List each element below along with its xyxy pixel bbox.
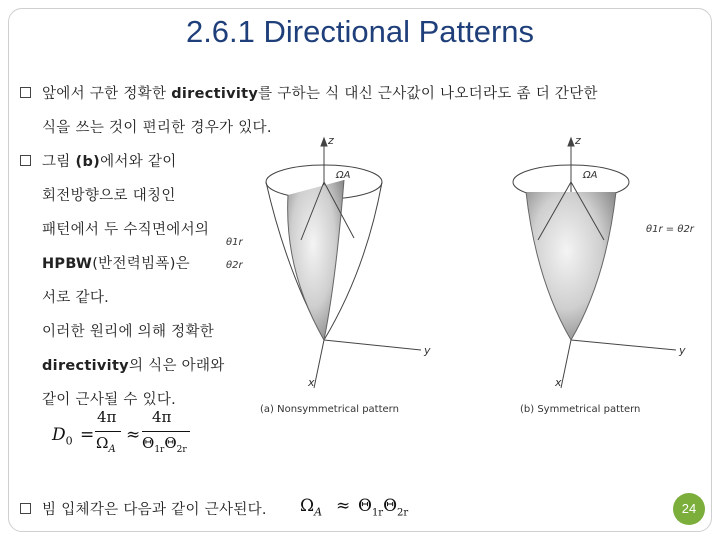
pattern-figure (226, 120, 710, 420)
caption-a: (a) Nonsymmetrical pattern (260, 404, 399, 415)
bullet-2-line-7: directivity의 식은 아래와 (42, 358, 225, 374)
figure-label-theta2: θ2r (226, 260, 243, 271)
svg-text:ΩA: ΩA (583, 170, 598, 181)
bullet-1-line-2: 식을 쓰는 것이 편리한 경우가 있다. (42, 120, 272, 136)
bullet-3-text: 빔 입체각은 다음과 같이 근사된다. (42, 502, 267, 518)
bullet-marker (20, 155, 31, 166)
figure-label-omega: ΩA (336, 170, 351, 181)
bullet-2-line-2: 회전방향으로 대칭인 (42, 188, 176, 204)
svg-text:x: x (555, 376, 562, 389)
svg-text:y: y (679, 344, 686, 357)
bullet-2-line-4: HPBW(반전력빔폭)은 (42, 256, 190, 272)
bullet-2-line-5: 서로 같다. (42, 290, 110, 306)
bullet-2-line-1: 그림 (b)에서와 같이 (42, 154, 177, 170)
bullet-1-line-1: 앞에서 구한 정확한 directivity를 구하는 식 대신 근사값이 나오더라도 좀 더 간단한 (42, 86, 598, 102)
figure-label-y: y (424, 344, 431, 357)
caption-b: (b) Symmetrical pattern (520, 404, 641, 415)
slide-title: 2.6.1 Directional Patterns (185, 14, 535, 49)
bullet-2-line-6: 이러한 원리에 의해 정확한 (42, 324, 215, 340)
bullet-2-line-8: 같이 근사될 수 있다. (42, 392, 177, 408)
figure-label-equal: θ1r = θ2r (646, 224, 694, 235)
bullet-marker (20, 87, 31, 98)
bullet-2-line-3: 패턴에서 두 수직면에서의 (42, 222, 210, 238)
svg-text:z: z (575, 134, 581, 147)
figure-label-z: z (328, 134, 334, 147)
figure-label-x: x (308, 376, 315, 389)
page-number-badge: 24 (673, 493, 705, 525)
bullet-marker (20, 503, 31, 514)
figure-label-theta1: θ1r (226, 237, 243, 248)
